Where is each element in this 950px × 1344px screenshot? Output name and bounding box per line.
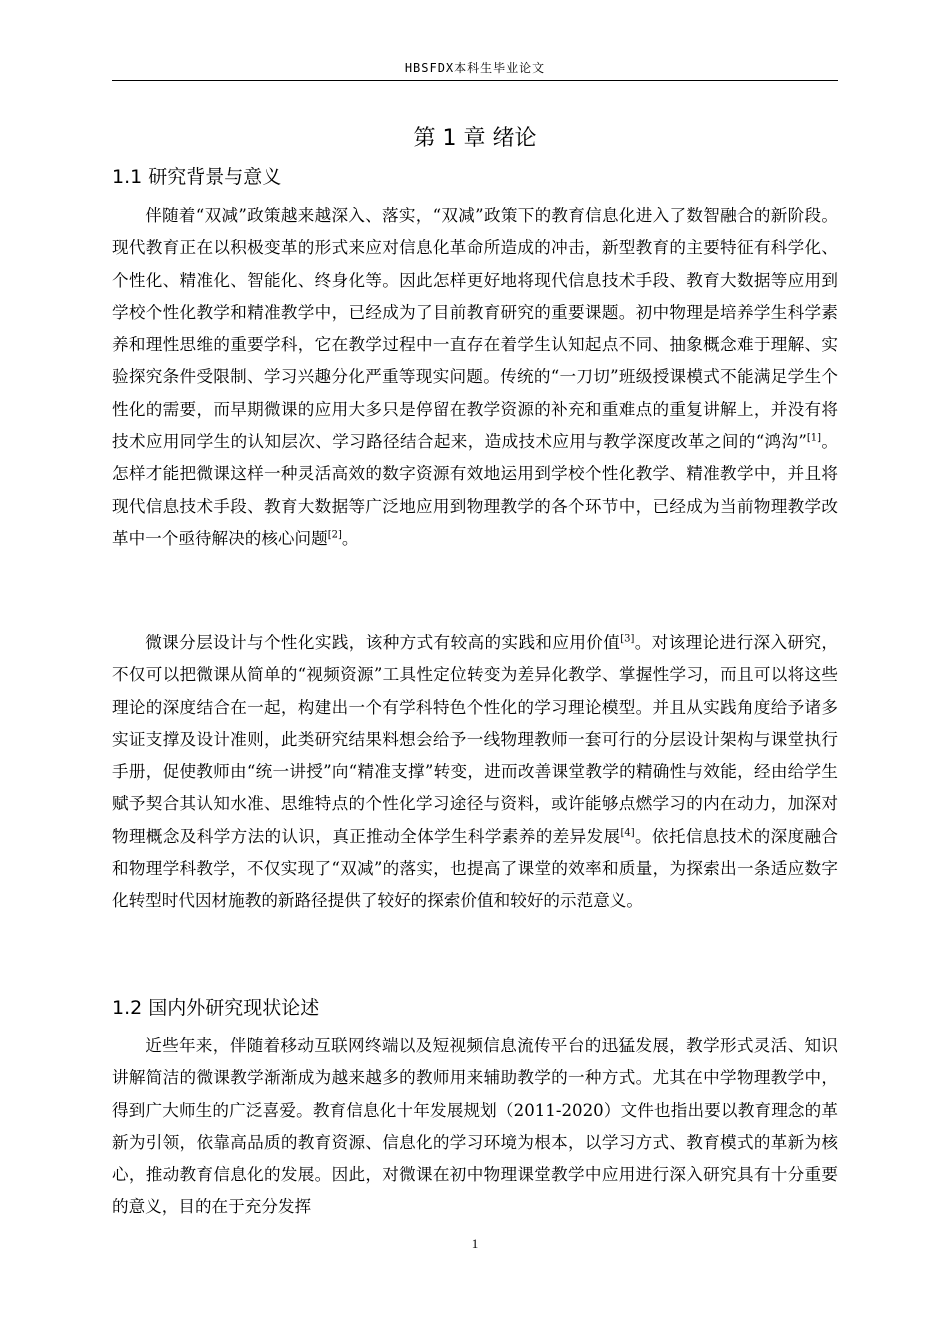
- paragraph-research-status: [112, 1030, 838, 1224]
- paragraph-text: 。: [341, 528, 359, 548]
- citation-ref[interactable]: [1]: [806, 432, 822, 444]
- section-heading-1-1: 1.1 研究背景与意义: [112, 166, 282, 188]
- paragraph-background: [112, 200, 838, 555]
- header-rule: [112, 80, 838, 81]
- citation-ref[interactable]: [4]: [620, 827, 635, 839]
- paragraph-text: 。依托信息技术的深度融合和物理学科教学，不仅实现了“双减”的落实，也提高了课堂的效率和质量，为探索出一条适应数字化转型时代因材施教的新路径提供了较好的探索价值和较好的示范意义。: [112, 826, 839, 911]
- paragraph-text: 。对该理论进行深入研究，不仅可以把微课从简单的“视频资源”工具性定位转变为差异化教学、掌握性学习，而且可以将这些理论的深度结合在一起，构建出一个有学科特色个性化的学习理论模型。并且从实践角度给予诸多实证支撑及设计准则，此类研究结果料想会给予一线物理教师一套可行的分层设计架构与课堂执行手册，促使教师由“统一讲授”向“精准支撑”转变，进而改善课堂教学的精确性与效能，经由给学生赋予契合其认知水准、思维特点的个性化学习途径与资料，或许能够点燃学习的内在动力，加深对物理概念及科学方法的认识，真正推动全体学生科学素养的差异发展: [112, 633, 838, 846]
- paragraph-text: 伴随着“双减”政策越来越深入、落实，“双减”政策下的教育信息化进入了数智融合的新阶段。现代教育正在以积极变革的形式来应对信息化革命所造成的冲击，新型教育的主要特征有科学化、个性化、精准化、智能化、终身化等。因此怎样更好地将现代信息技术手段、教育大数据等应用到学校个性化教学和精准教学中，已经成为了目前教育研究的重要课题。初中物理是培养学生科学素养和理性思维的重要学科，它在教学过程中一直存在着学生认知起点不同、抽象概念难于理解、实验探究条件受限制、学习兴趣分化严重等现实问题。传统的“一刀切”班级授课模式不能满足学生个性化的需要，而早期微课的应用大多只是停留在教学资源的补充和重难点的重复讲解上，并没有将技术应用同学生的认知层次、学习路径结合起来，造成技术应用与教学深度改革之间的“鸿沟”: [112, 206, 838, 452]
- paragraph-significance: [112, 627, 838, 918]
- paragraph-text: 近些年来，伴随着移动互联网终端以及短视频信息流传平台的迅猛发展，教学形式灵活、知识讲解简洁的微课教学渐渐成为越来越多的教师用来辅助教学的一种方式。尤其在中学物理教学中，得到广大师生的广泛喜爱。教育信息化十年发展规划（2011-2020）文件也指出要以教育理念的革新为引领，依靠高品质的教育资源、信息化的学习环境为根本，以学习方式、教育模式的革新为核心，推动教育信息化的发展。因此，对微课在初中物理课堂教学中应用进行深入研究具有十分重要的意义，目的在于充分发挥: [112, 1036, 838, 1217]
- running-header: HBSFDX本科生毕业论文: [404, 61, 546, 75]
- citation-ref[interactable]: [3]: [620, 633, 635, 645]
- chapter-title: 第 1 章 绪论: [413, 126, 537, 151]
- citation-ref[interactable]: [2]: [327, 529, 342, 541]
- paragraph-text: 微课分层设计与个性化实践，该种方式有较高的实践和应用价值: [145, 633, 621, 652]
- paragraph-text: 。怎样才能把微课这样一种灵活高效的数字资源有效地运用到学校个性化教学、精准教学中，并且将现代信息技术手段、教育大数据等广泛地应用到物理教学的各个环节中，已经成为当前物理教学改革中一个亟待解决的核心问题: [112, 432, 839, 548]
- section-heading-1-2: 1.2 国内外研究现状论述: [112, 997, 320, 1019]
- page-number: 1: [471, 1236, 479, 1251]
